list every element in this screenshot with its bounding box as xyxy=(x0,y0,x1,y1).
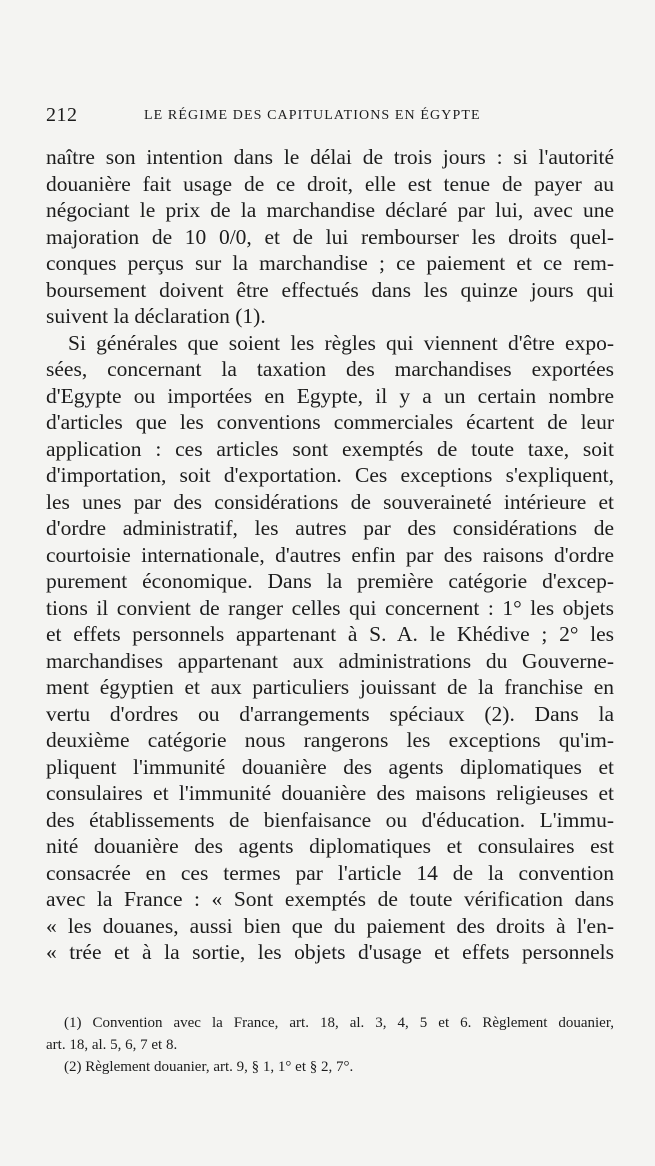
page-number: 212 xyxy=(46,104,78,126)
running-title: LE RÉGIME DES CAPITULATIONS EN ÉGYPTE xyxy=(144,108,481,123)
text-line: les unes par des considérations de souveraineté intérieure et xyxy=(46,489,614,514)
text-line: avec la France : « Sont exemptés de toute vérification dans xyxy=(46,887,614,911)
text-line: consulaires et l'immunité douanière des maisons religieuses et xyxy=(46,781,614,805)
text-line: « trée et à la sortie, les objets d'usage et effets personnels xyxy=(46,940,614,964)
text-line: majoration de 10 0/0, et de lui rembourser les droits quel- xyxy=(46,224,614,249)
text-line: suivent la déclaration (1). xyxy=(46,304,266,328)
text-line: consacrée en ces termes par l'article 14 de la convention xyxy=(46,860,614,885)
running-head xyxy=(46,104,615,128)
text-line: application : ces articles sont exemptés de toute taxe, soit xyxy=(46,436,614,461)
text-line: sées, concernant la taxation des marchandises exportées xyxy=(46,357,614,381)
text-line: marchandises appartenant aux administrations du Gouverne- xyxy=(46,648,614,673)
text-line: boursement doivent être effectués dans les quinze jours qui xyxy=(46,277,614,302)
text-line: des établissements de bienfaisance ou d'éducation. L'immu- xyxy=(46,807,614,832)
text-line: naître son intention dans le délai de trois jours : si l'autorité xyxy=(46,145,614,169)
text-line: conques perçus sur la marchandise ; ce paiement et ce rem- xyxy=(46,251,614,275)
text-line: douanière fait usage de ce droit, elle est tenue de payer au xyxy=(46,171,614,196)
footnotes xyxy=(46,1012,614,1078)
text-line: et effets personnels appartenant à S. A. le Khédive ; 2° les xyxy=(46,622,614,646)
text-line: deuxième catégorie nous rangerons les exceptions qu'im- xyxy=(46,728,614,752)
text-line: pliquent l'immunité douanière des agents diplomatiques et xyxy=(46,754,614,779)
text-line: purement économique. Dans la première catégorie d'excep- xyxy=(46,569,614,593)
body-text xyxy=(46,144,614,966)
text-line: « les douanes, aussi bien que du paiement des droits à l'en- xyxy=(46,913,614,938)
text-line: d'articles que les conventions commerciales écartent de leur xyxy=(46,410,614,434)
text-line: nité douanière des agents diplomatiques et consulaires est xyxy=(46,834,614,858)
text-line: négociant le prix de la marchandise déclaré par lui, avec une xyxy=(46,198,614,222)
text-line: ment égyptien et aux particuliers jouissant de la franchise en xyxy=(46,675,614,699)
text-line: vertu d'ordres ou d'arrangements spéciaux (2). Dans la xyxy=(46,701,614,726)
text-line: d'ordre administratif, les autres par des considérations de xyxy=(46,516,614,540)
text-line: courtoisie internationale, d'autres enfin par des raisons d'ordre xyxy=(46,542,614,567)
footnote-line: (1) Convention avec la France, art. 18, al. 3, 4, 5 et 6. Règlement douanier, xyxy=(64,1015,614,1031)
text-line: tions il convient de ranger celles qui concernent : 1° les objets xyxy=(46,595,614,620)
footnote-line: art. 18, al. 5, 6, 7 et 8. xyxy=(46,1037,178,1053)
text-line: d'importation, soit d'exportation. Ces exceptions s'expliquent, xyxy=(46,463,614,487)
footnote-line: (2) Règlement douanier, art. 9, § 1, 1° et § 2, 7°. xyxy=(64,1059,354,1075)
text-line: Si générales que soient les règles qui viennent d'être expo- xyxy=(68,330,614,355)
text-line: d'Egypte ou importées en Egypte, il y a un certain nombre xyxy=(46,383,614,408)
